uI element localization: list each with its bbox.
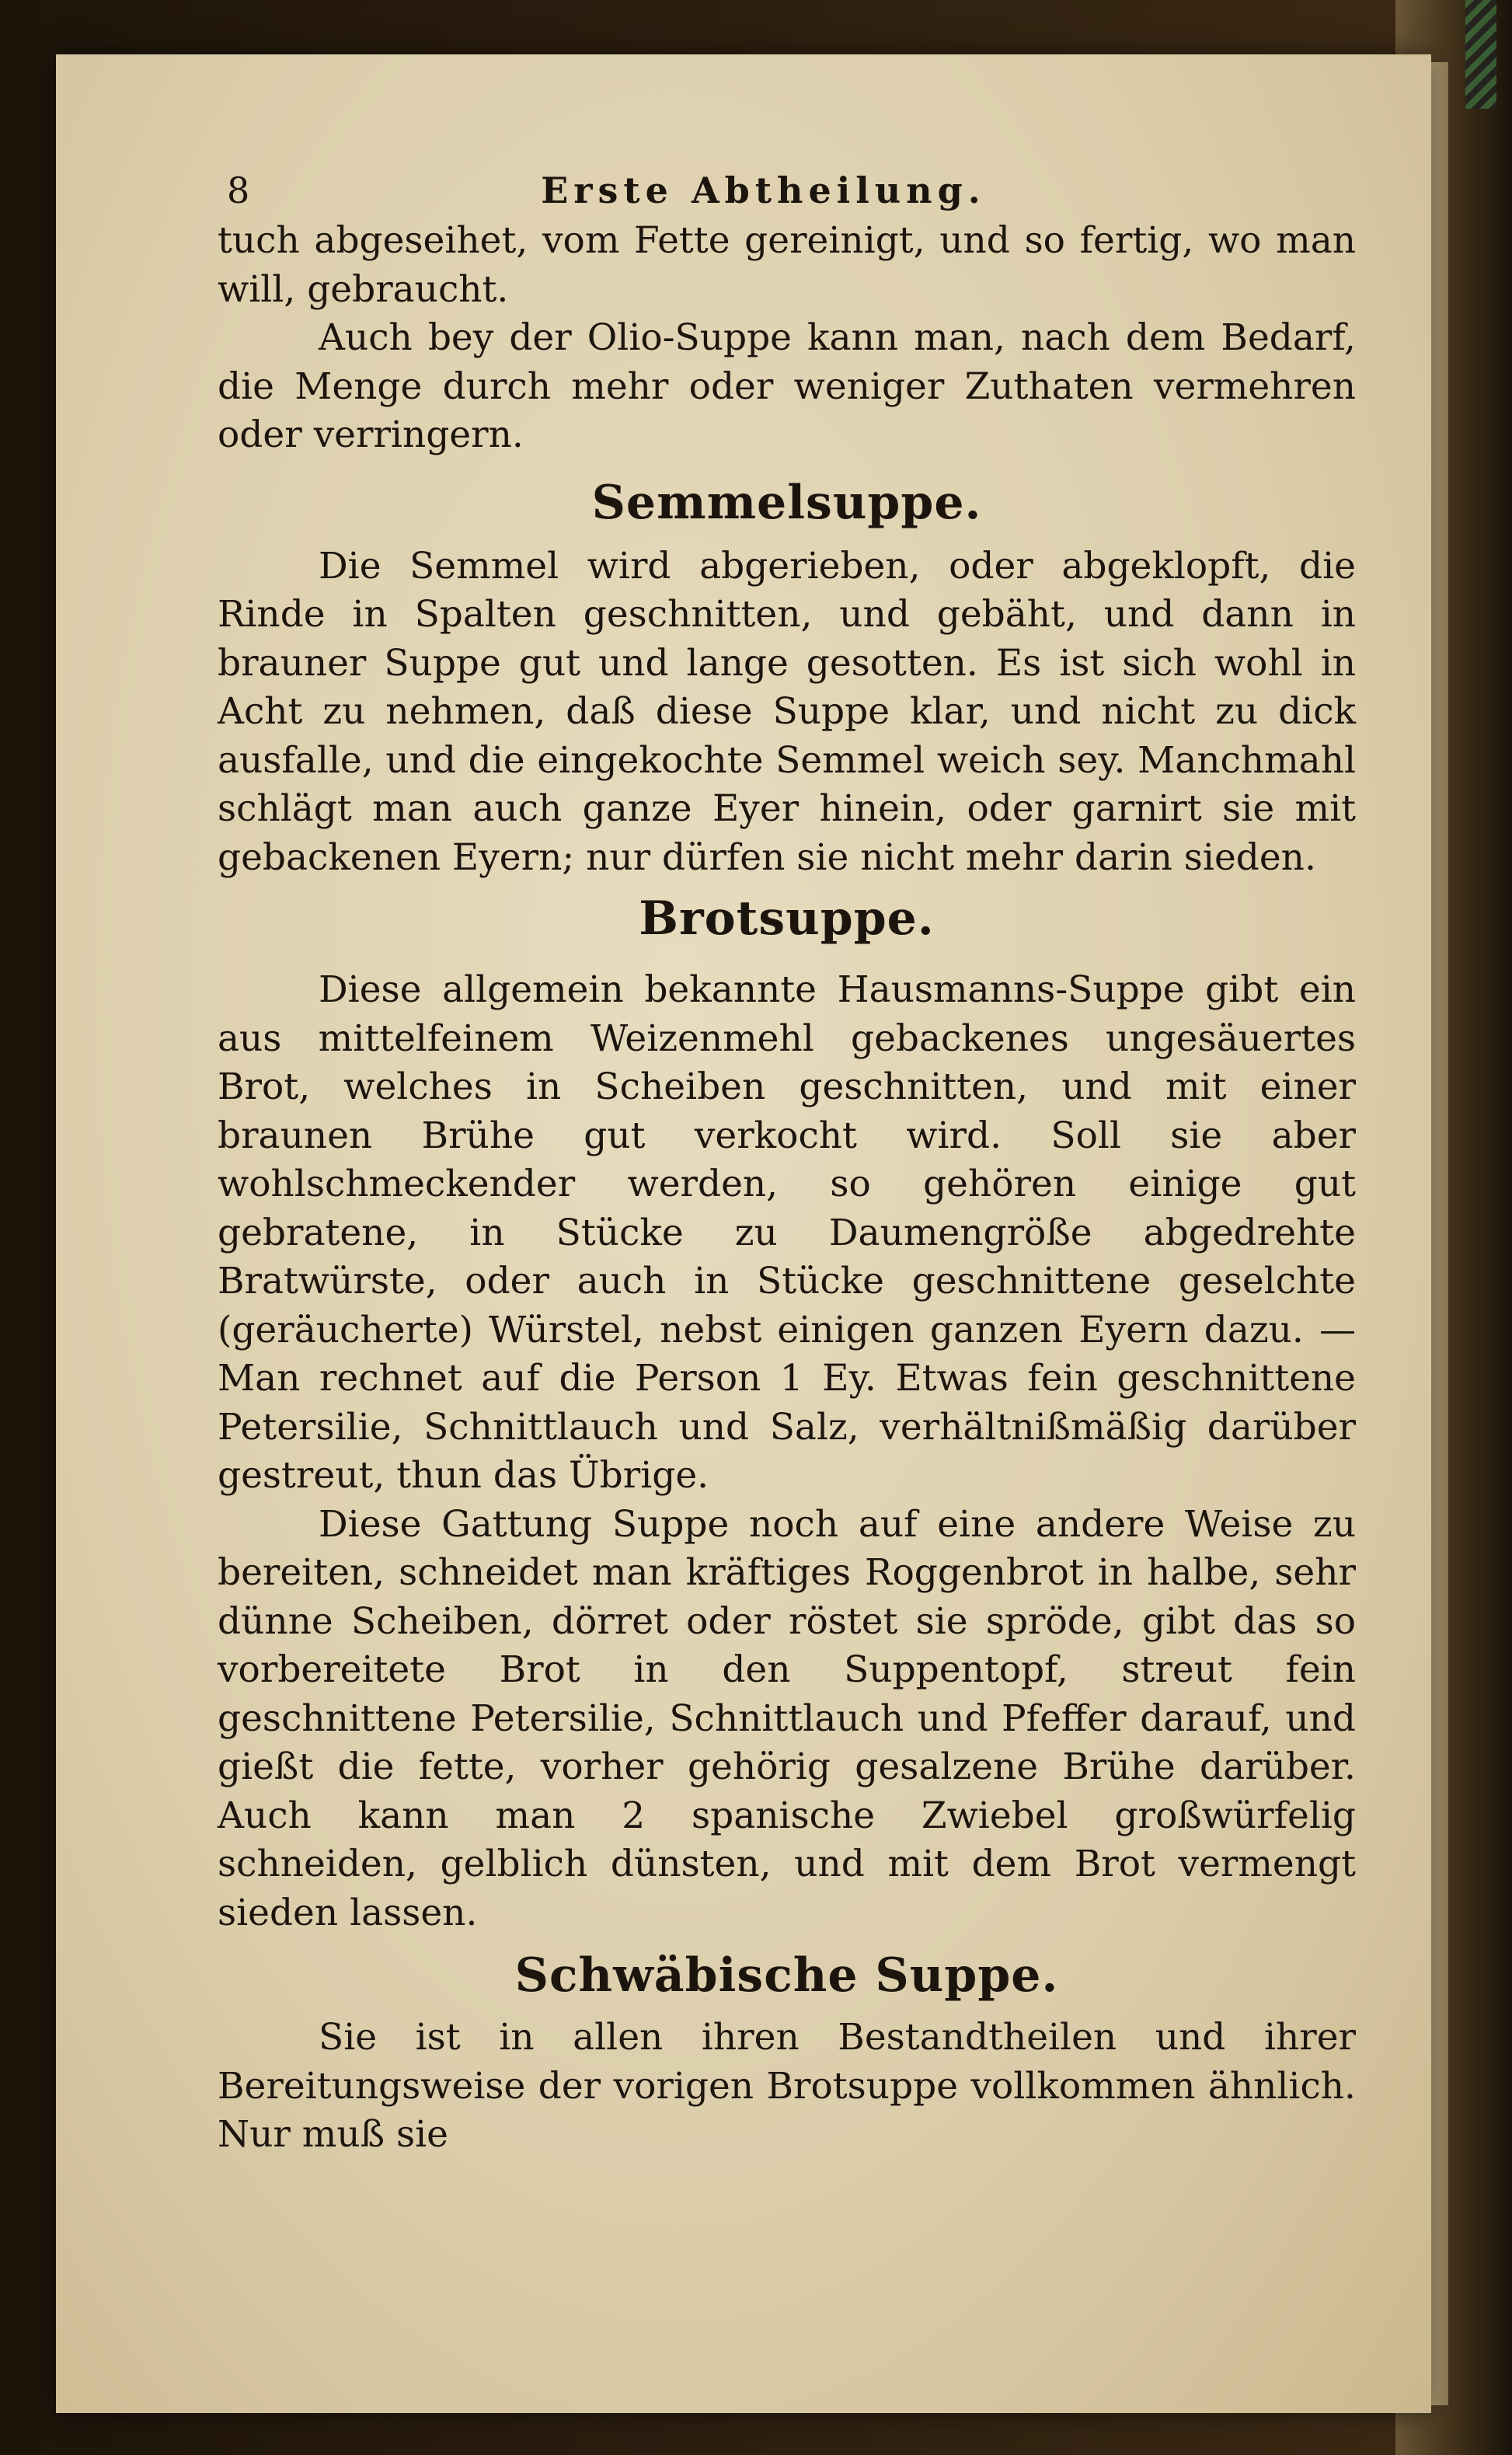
page-number: 8 (227, 169, 250, 211)
spine-thread (1465, 0, 1496, 109)
heading-semmelsuppe: Semmelsuppe. (591, 475, 982, 530)
paragraph-brotsuppe-variant: Diese Gattung Suppe noch auf eine andere Weise zu bereiten, schneidet man kräftiges Roggenbrot in halbe, sehr dünne Scheiben, dörret oder röstet sie spröde, gibt das so vorbereitete Brot in den Suppentopf, streut fein geschnittene Petersilie, Schnittlauch und Pfeffer darauf, und gießt die fette, vorher gehörig gesalzene Brühe darüber. Auch kann man 2 spanische Zwiebel großwürfelig schneiden, gelblich dünsten, und mit dem Brot vermengt sieden lassen. (218, 1502, 1356, 1934)
heading-brotsuppe: Brotsuppe. (639, 891, 935, 946)
page-content (163, 217, 1364, 2160)
paragraph-continuation: tuch abgeseihet, vom Fette gereinigt, und so fertig, wo man will, gebraucht. (218, 219, 1356, 311)
running-head (163, 167, 1364, 214)
paragraph-schwaebische-suppe: Sie ist in allen ihren Bestandtheilen und ihrer Bereitungsweise der vorigen Brotsuppe vollkommen ähnlich. Nur muß sie (218, 2016, 1356, 2156)
heading-schwaebische-suppe: Schwäbische Suppe. (514, 1948, 1059, 2003)
paragraph-semmelsuppe: Die Semmel wird abgerieben, oder abgeklopft, die Rinde in Spalten geschnitten, und gebäht, und dann in brauner Suppe gut und lange gesotten. Es ist sich wohl in Acht zu nehmen, daß diese Suppe klar, und nicht zu dick ausfalle, und die eingekochte Semmel weich sey. Manchmahl schlägt man auch ganze Eyer hinein, oder garnirt sie mit gebackenen Eyern; nur dürfen sie nicht mehr darin sieden. (218, 544, 1356, 879)
page-edge (1431, 62, 1448, 2405)
page-text-block (163, 167, 1364, 2160)
running-title: Erste Abtheilung. (541, 169, 986, 211)
paragraph-brotsuppe: Diese allgemein bekannte Hausmanns-Suppe gibt ein aus mittelfeinem Weizenmehl gebackenes ungesäuertes Brot, welches in Scheiben geschnitten, und mit einer braunen Brühe gut verkocht wird. Soll sie aber wohlschmeckender werden, so gehören einige gut gebratene, in Stücke zu Daumengröße abgedrehte Bratwürste, oder auch in Stücke geschnittene geselchte (geräucherte) Würstel, nebst einigen ganzen Eyern dazu. — Man rechnet auf die Person 1 Ey. Etwas fein geschnittene Petersilie, Schnittlauch und Salz, verhältnißmäßig darüber gestreut, thun das Übrige. (218, 968, 1356, 1497)
paragraph-olio: Auch bey der Olio-Suppe kann man, nach dem Bedarf, die Menge durch mehr oder weniger Zuthaten vermehren oder verringern. (218, 316, 1356, 456)
